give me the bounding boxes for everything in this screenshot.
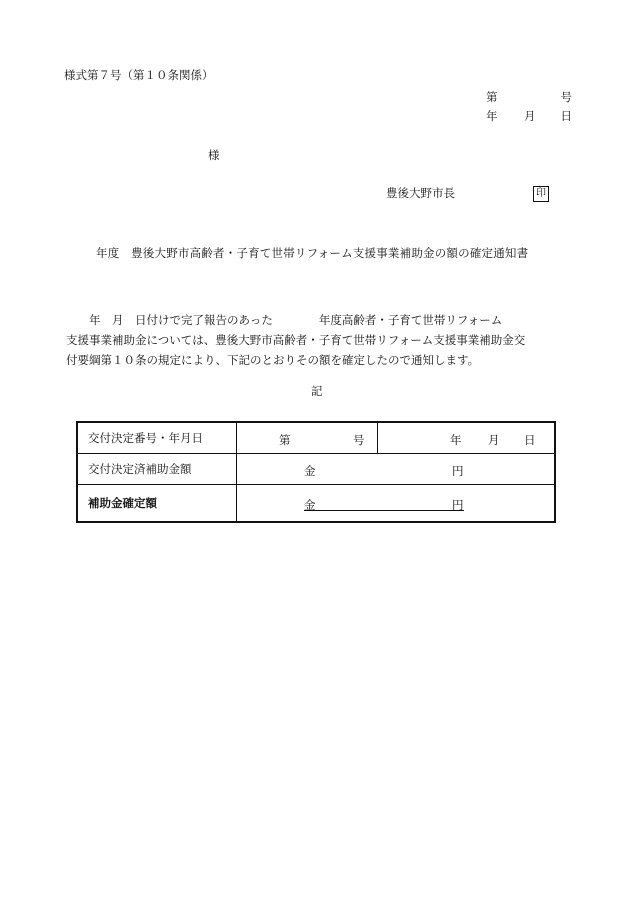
addressee-honorific: 様 bbox=[208, 148, 220, 162]
document-number-prefix: 第 bbox=[486, 90, 498, 104]
confirmed-amount-label: 補助金確定額 bbox=[77, 485, 237, 523]
confirmed-amount-cell bbox=[237, 485, 556, 523]
detail-table bbox=[76, 421, 556, 523]
decision-year: 年 bbox=[450, 433, 462, 447]
seal-stamp: 印 bbox=[533, 186, 549, 202]
granted-amount-cell bbox=[237, 454, 556, 485]
granted-amount-kin: 金 bbox=[304, 464, 316, 478]
grant-decision-date-cell bbox=[378, 422, 556, 454]
notice-body bbox=[66, 310, 566, 370]
granted-amount-en: 円 bbox=[452, 464, 464, 478]
decision-month: 月 bbox=[488, 433, 500, 447]
grant-decision-label: 交付決定番号・年月日 bbox=[77, 422, 237, 454]
grant-decision-number-cell bbox=[237, 422, 378, 454]
confirmed-amount-en: 円 bbox=[452, 498, 464, 512]
document-title: 年度 豊後大野市高齢者・子育て世帯リフォーム支援事業補助金の額の確定通知書 bbox=[96, 246, 529, 260]
document-number-suffix: 号 bbox=[560, 90, 572, 104]
form-number-label: 様式第７号（第１０条関係） bbox=[64, 68, 214, 82]
decision-day: 日 bbox=[524, 433, 536, 447]
table-row bbox=[77, 454, 555, 485]
granted-amount-label: 交付決定済補助金額 bbox=[77, 454, 237, 485]
ki-heading: 記 bbox=[311, 384, 323, 398]
document-number bbox=[486, 92, 572, 104]
table-row bbox=[77, 422, 555, 454]
confirmed-amount-underline bbox=[304, 510, 464, 511]
notice-body-line: 年 月 日付けで完了報告のあった 年度高齢者・子育て世帯リフォーム bbox=[66, 313, 503, 327]
notice-body-line: 支援事業補助金については、豊後大野市高齢者・子育て世帯リフォーム支援事業補助金交 bbox=[66, 333, 526, 347]
confirmed-amount-kin: 金 bbox=[304, 498, 316, 512]
decision-no-suffix: 号 bbox=[353, 433, 365, 447]
date-day: 日 bbox=[560, 109, 572, 123]
date-month: 月 bbox=[524, 109, 536, 123]
issuer-name: 豊後大野市長 bbox=[386, 186, 455, 200]
table-row bbox=[77, 485, 555, 523]
decision-no-prefix: 第 bbox=[279, 433, 291, 447]
notice-body-line: 付要綱第１０条の規定により、下記のとおりその額を確定したので通知します。 bbox=[66, 353, 480, 367]
date-year: 年 bbox=[486, 109, 498, 123]
